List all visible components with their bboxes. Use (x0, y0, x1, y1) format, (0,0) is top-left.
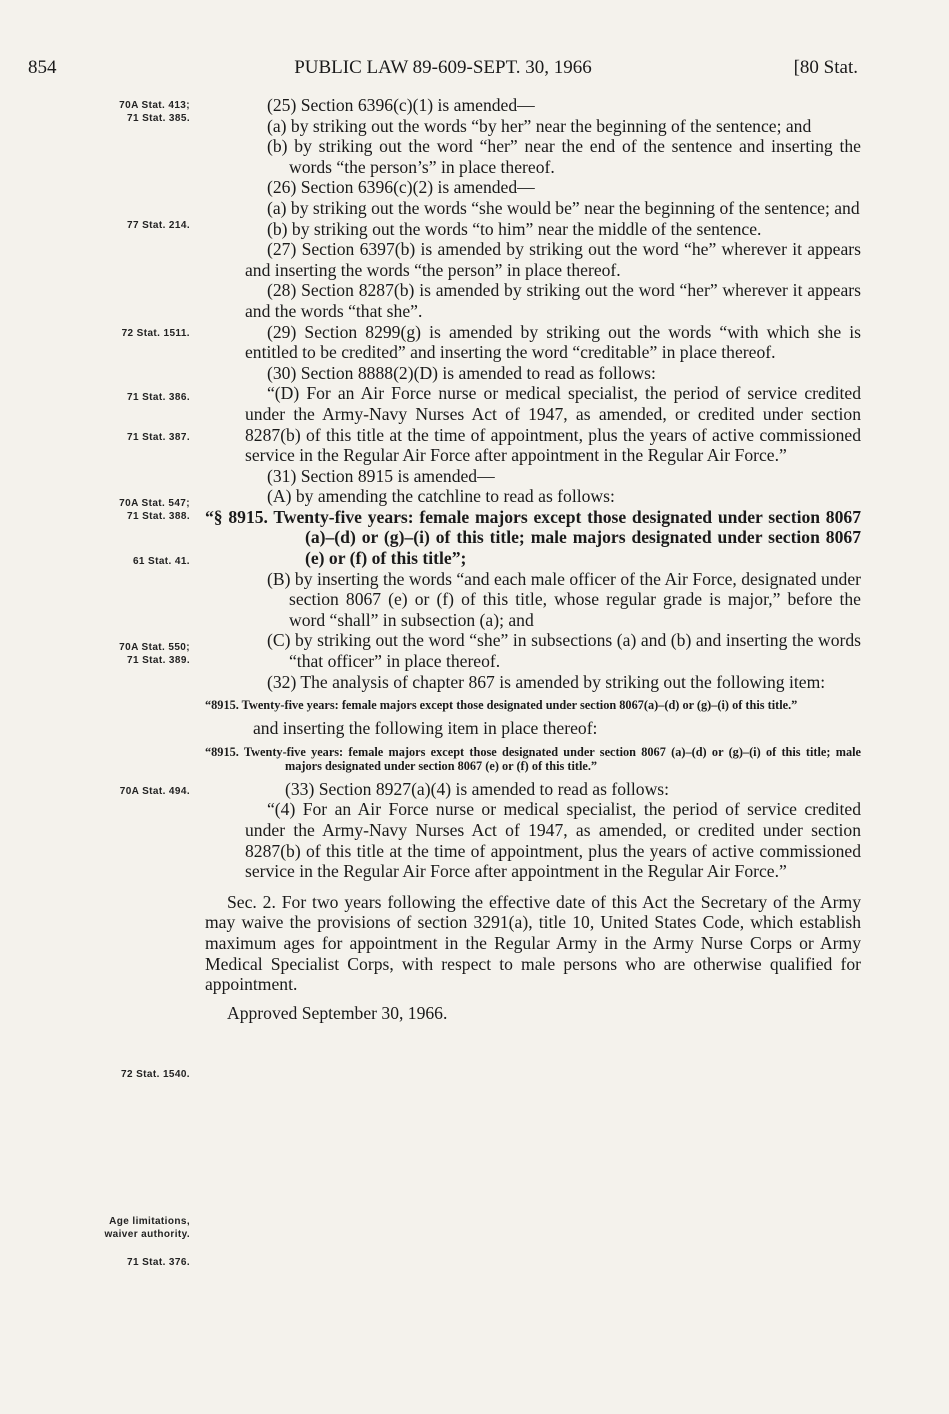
paragraph-26a: (a) by striking out the words “she would be” near the beginning of the sentence; and (267, 197, 860, 218)
margin-note: 71 Stat. 387. (126, 432, 190, 443)
paragraph-33d: “(4) For an Air Force nurse or medical specialist, the period of service credited under the Army-Navy Nurses Act of 1947, as amended, or credited under section 8287(b) of this title at the time of appointment, plus the years of active commissioned service in the Regular Air Force after appointment in the Regular Air Force.” (245, 799, 861, 882)
paragraph-25: (25) Section 6396(c)(1) is amended— (267, 95, 535, 115)
paragraph-31: (31) Section 8915 is amended— (267, 465, 495, 486)
margin-note: 70A Stat. 494. (119, 786, 190, 797)
paragraph-28: (28) Section 8287(b) is amended by striking out the word “her” wherever it appears and the words “that she”. (245, 280, 861, 321)
margin-note: 70A Stat. 547; 71 Stat. 388. (119, 498, 190, 522)
paragraph-25a: (a) by striking out the words “by her” near the beginning of the sentence; and (267, 115, 812, 136)
analysis-item-old: “8915. Twenty-five years: female majors except those designated under section 8067(a)–(d) or (g)–(i) of this title.” (205, 698, 798, 713)
margin-note: 61 Stat. 41. (132, 556, 190, 567)
paragraph-31c: (C) by striking out the word “she” in subsections (a) and (b) and inserting the words “that officer” in place thereof. (267, 630, 861, 672)
section-2: Sec. 2. For two years following the effective date of this Act the Secretary of the Army may waive the provisions of section 3291(a), title 10, United States Code, which establish maximum ages for appointment in the Regular Army in the Army Nurse Corps or Army Medical Specialist Corps, with respect to male persons who are otherwise qualified for appointment. (205, 891, 861, 995)
analysis-item-new: “8915. Twenty-five years: female majors except those designated under section 8067 (a)–(d) or (g)–(i) of this title; male majors designated under section 8067 (e) or (f) of this title.” (205, 744, 861, 773)
margin-note: Age limitations, waiver authority. (104, 1216, 190, 1240)
page-title: PUBLIC LAW 89-609-SEPT. 30, 1966 (294, 57, 592, 78)
margin-note: 72 Stat. 1540. (121, 1069, 190, 1080)
page-number: 854 (28, 57, 57, 78)
catchline: “§ 8915. Twenty-five years: female majors except those designated under section 8067 (a)–(d) or (g)–(i) of this title; male majors designated under section 8067 (e) or (f) of this title”; (205, 506, 861, 569)
paragraph-31a: (A) by amending the catchline to read as follows: (267, 486, 615, 507)
margin-note: 70A Stat. 413; 71 Stat. 385. (119, 100, 190, 124)
statute-text (205, 95, 861, 1023)
statute-volume: [80 Stat. (793, 57, 858, 78)
page-header (28, 57, 858, 87)
paragraph-30: (30) Section 8888(2)(D) is amended to read as follows: (267, 362, 656, 383)
paragraph-26: (26) Section 6396(c)(2) is amended— (267, 177, 535, 198)
paragraph-30d: “(D) For an Air Force nurse or medical specialist, the period of service credited under the Army-Navy Nurses Act of 1947, as amended, or credited under section 8287(b) of this title at the time of appointment, plus the years of active commissioned service in the Regular Air Force after appointment in the Regular Air Force.” (245, 383, 861, 466)
paragraph-29: (29) Section 8299(g) is amended by striking out the words “with which she is entitled to be credited” and inserting the word “creditable” in place thereof. (245, 321, 861, 363)
margin-note: 72 Stat. 1511. (121, 328, 190, 339)
margin-note: 70A Stat. 550; 71 Stat. 389. (119, 642, 190, 666)
paragraph-31b: (B) by inserting the words “and each male officer of the Air Force, designated under section 8067 (e) or (f) of this title, whose regular grade is major,” before the word “shall” in subsection (a); and (267, 568, 861, 630)
paragraph-27: (27) Section 6397(b) is amended by striking out the word “he” wherever it appears and inserting the words “the person” in place thereof. (245, 239, 861, 280)
approval-date: Approved September 30, 1966. (227, 1002, 448, 1023)
margin-note: 71 Stat. 386. (126, 392, 190, 403)
margin-note: 71 Stat. 376. (126, 1257, 190, 1268)
paragraph-26b: (b) by striking out the words “to him” near the middle of the sentence. (267, 218, 762, 239)
paragraph-32: (32) The analysis of chapter 867 is amended by striking out the following item: (267, 671, 826, 692)
paragraph-32b: and inserting the following item in place thereof: (253, 718, 598, 739)
paragraph-33: (33) Section 8927(a)(4) is amended to read as follows: (285, 778, 670, 799)
margin-note: 77 Stat. 214. (126, 220, 190, 231)
paragraph-25b: (b) by striking out the word “her” near the end of the sentence and inserting the words “the person’s” in place thereof. (267, 136, 861, 177)
